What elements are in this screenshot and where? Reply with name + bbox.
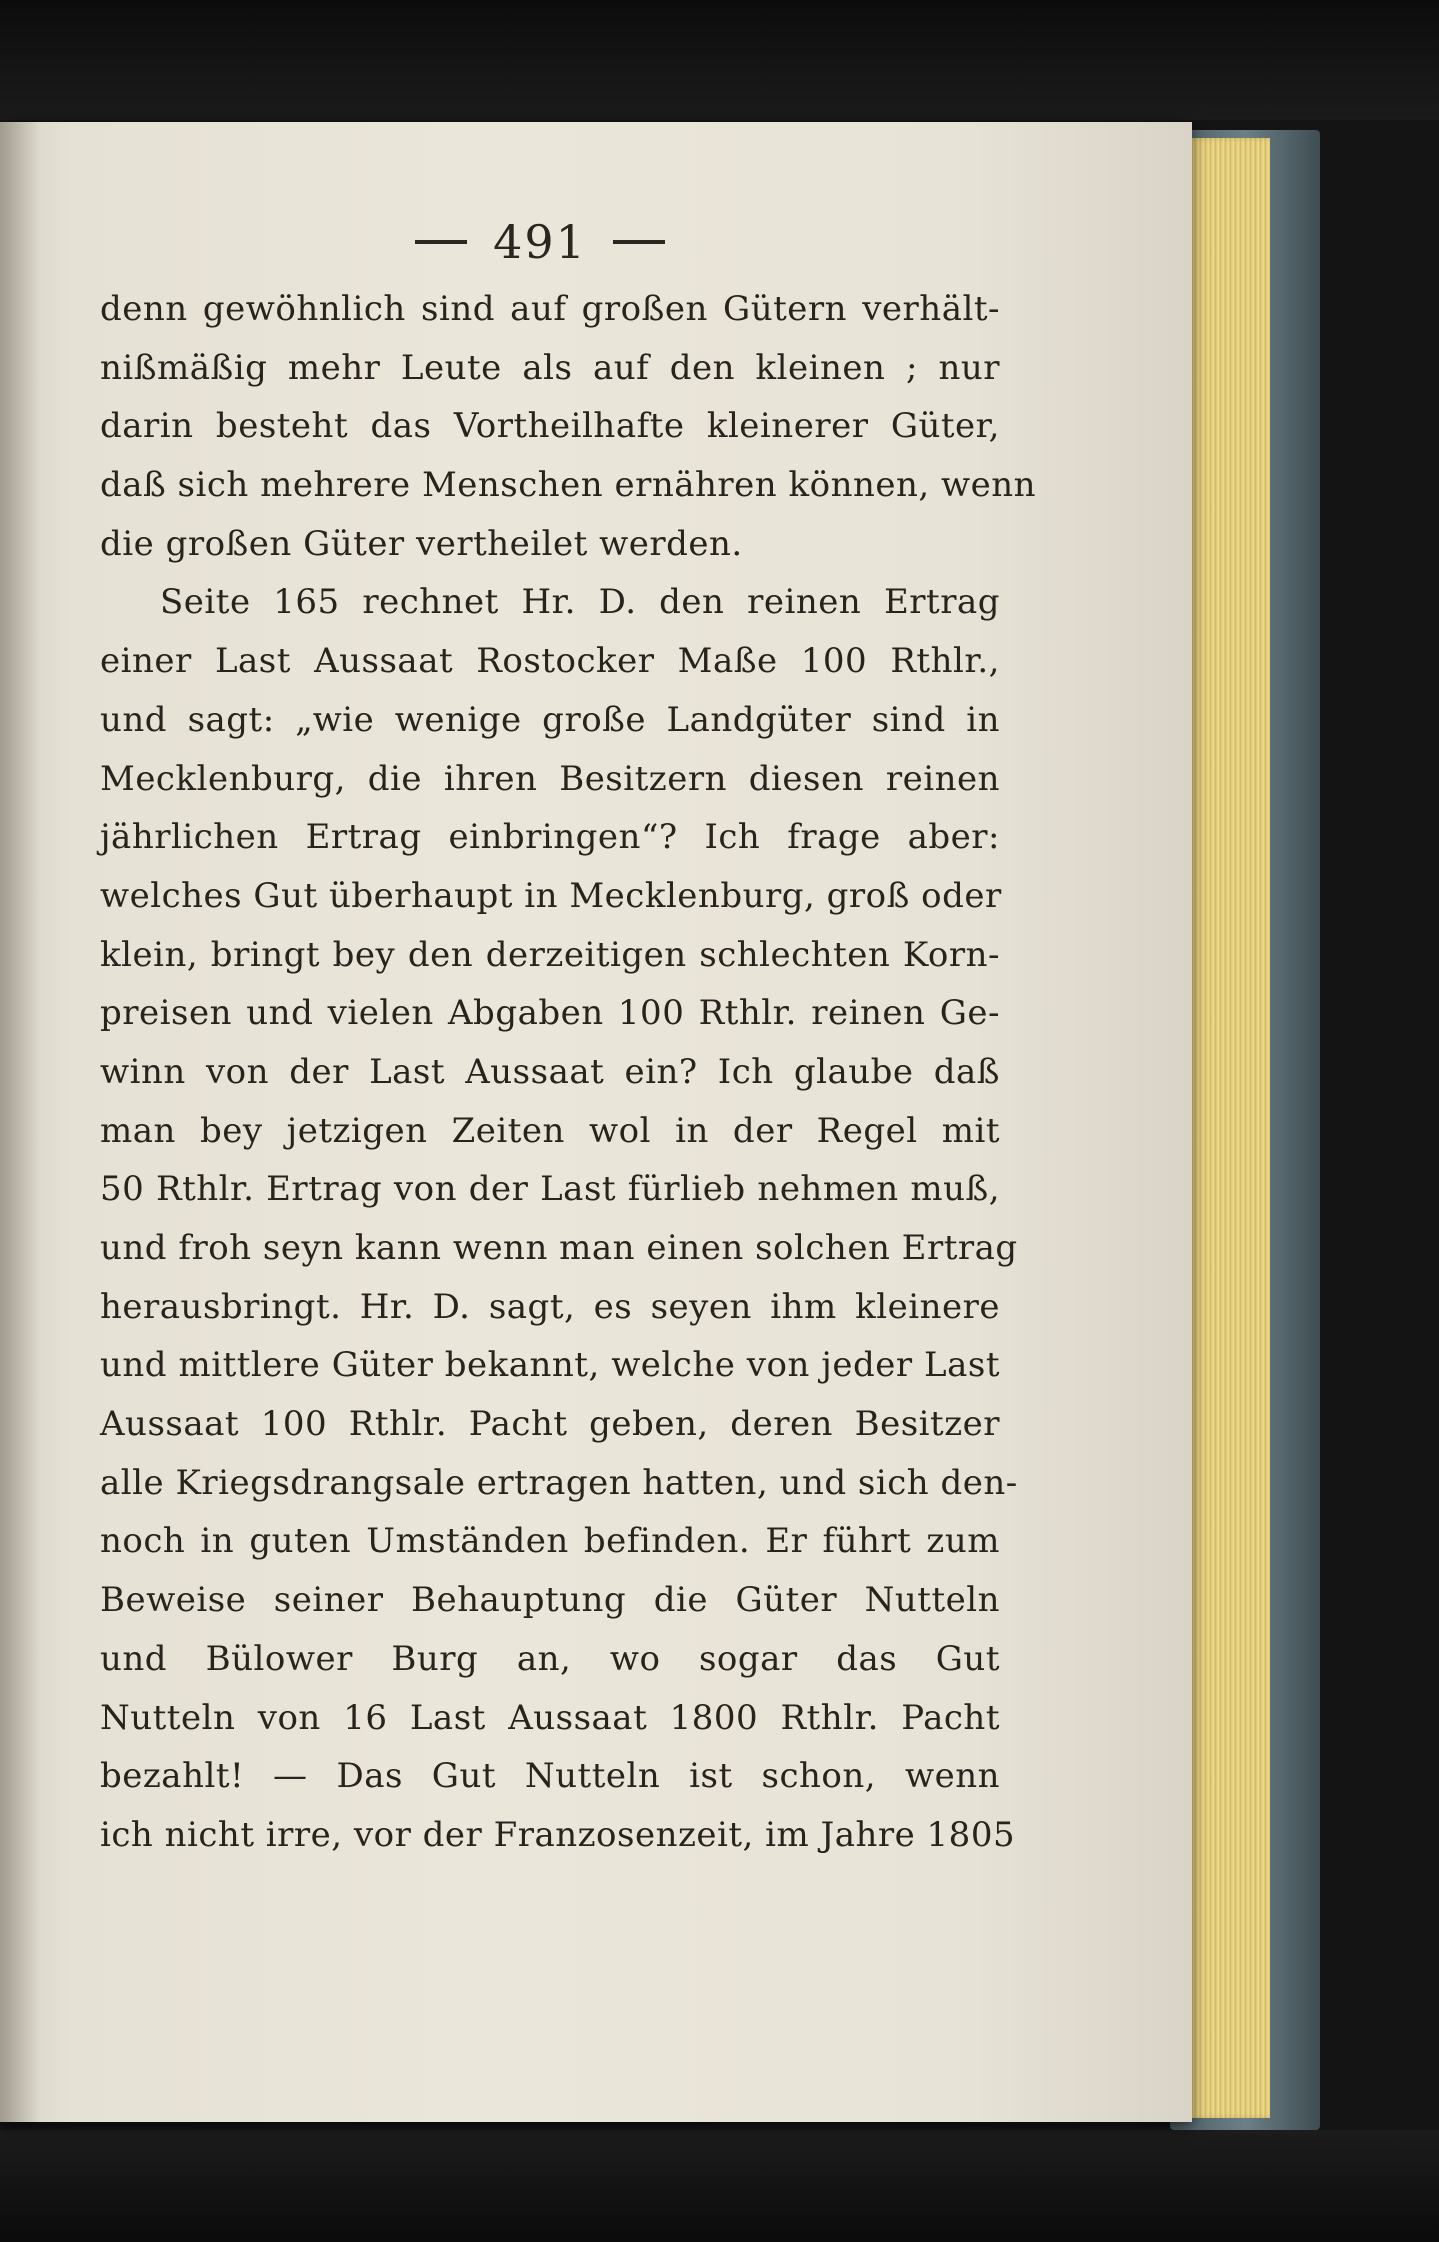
- gutter-shadow: [0, 122, 40, 2122]
- text-line: nißmäßig mehr Leute als auf den kleinen ; nur: [100, 347, 1000, 388]
- text-line: Seite 165 rechnet Hr. D. den reinen Ertrag: [160, 582, 1000, 623]
- text-line: daß sich mehrere Menschen ernähren können, wenn: [100, 465, 1037, 506]
- text-line: jährlichen Ertrag einbringen“? Ich frage aber:: [100, 817, 1000, 858]
- background-top: [0, 0, 1439, 120]
- text-line: alle Kriegsdrangsale ertragen hatten, und sich den-: [100, 1462, 1018, 1503]
- text-line: herausbringt. Hr. D. sagt, es seyen ihm kleinere: [100, 1286, 1000, 1327]
- text-line: man bey jetzigen Zeiten wol in der Regel mit: [100, 1110, 1000, 1151]
- text-line: und Bülower Burg an, wo sogar das Gut: [100, 1638, 1000, 1679]
- header-dash-right: [613, 240, 665, 244]
- background-bottom: [0, 2130, 1439, 2242]
- body-text: [100, 280, 1037, 1865]
- text-line: denn gewöhnlich sind auf großen Gütern verhält-: [100, 289, 1000, 329]
- header-dash-left: [415, 240, 467, 244]
- text-line: Aussaat 100 Rthlr. Pacht geben, deren Besitzer: [100, 1404, 1000, 1445]
- text-line: Beweise seiner Behauptung die Güter Nutteln: [100, 1580, 1000, 1621]
- text-line: ich nicht irre, vor der Franzosenzeit, im Jahre 1805: [100, 1814, 1016, 1855]
- text-line: bezahlt! — Das Gut Nutteln ist schon, wenn: [100, 1756, 1000, 1797]
- text-line: welches Gut überhaupt in Mecklenburg, groß oder: [100, 875, 1002, 916]
- text-line: 50 Rthlr. Ertrag von der Last fürlieb nehmen muß,: [100, 1169, 1000, 1210]
- text-line: einer Last Aussaat Rostocker Maße 100 Rthlr.,: [100, 641, 1000, 682]
- text-line: klein, bringt bey den derzeitigen schlechten Korn-: [100, 934, 1000, 975]
- text-line: noch in guten Umständen befinden. Er führt zum: [100, 1521, 1000, 1562]
- text-line: und froh seyn kann wenn man einen solchen Ertrag: [100, 1228, 1018, 1268]
- text-line: Nutteln von 16 Last Aussaat 1800 Rthlr. Pacht: [100, 1697, 1000, 1738]
- text-line: darin besteht das Vortheilhafte kleinerer Güter,: [100, 406, 1000, 447]
- text-line: die großen Güter vertheilet werden.: [100, 523, 743, 564]
- text-line: Mecklenburg, die ihren Besitzern diesen reinen: [100, 758, 1000, 799]
- text-line: winn von der Last Aussaat ein? Ich glaube daß: [100, 1051, 1000, 1092]
- text-line: und mittlere Güter bekannt, welche von jeder Last: [100, 1345, 1000, 1386]
- text-line: und sagt: „wie wenige große Landgüter sind in: [100, 699, 1000, 740]
- page-number: 491: [493, 215, 587, 269]
- page-header: [380, 212, 700, 272]
- text-line: preisen und vielen Abgaben 100 Rthlr. reinen Ge-: [100, 993, 1000, 1034]
